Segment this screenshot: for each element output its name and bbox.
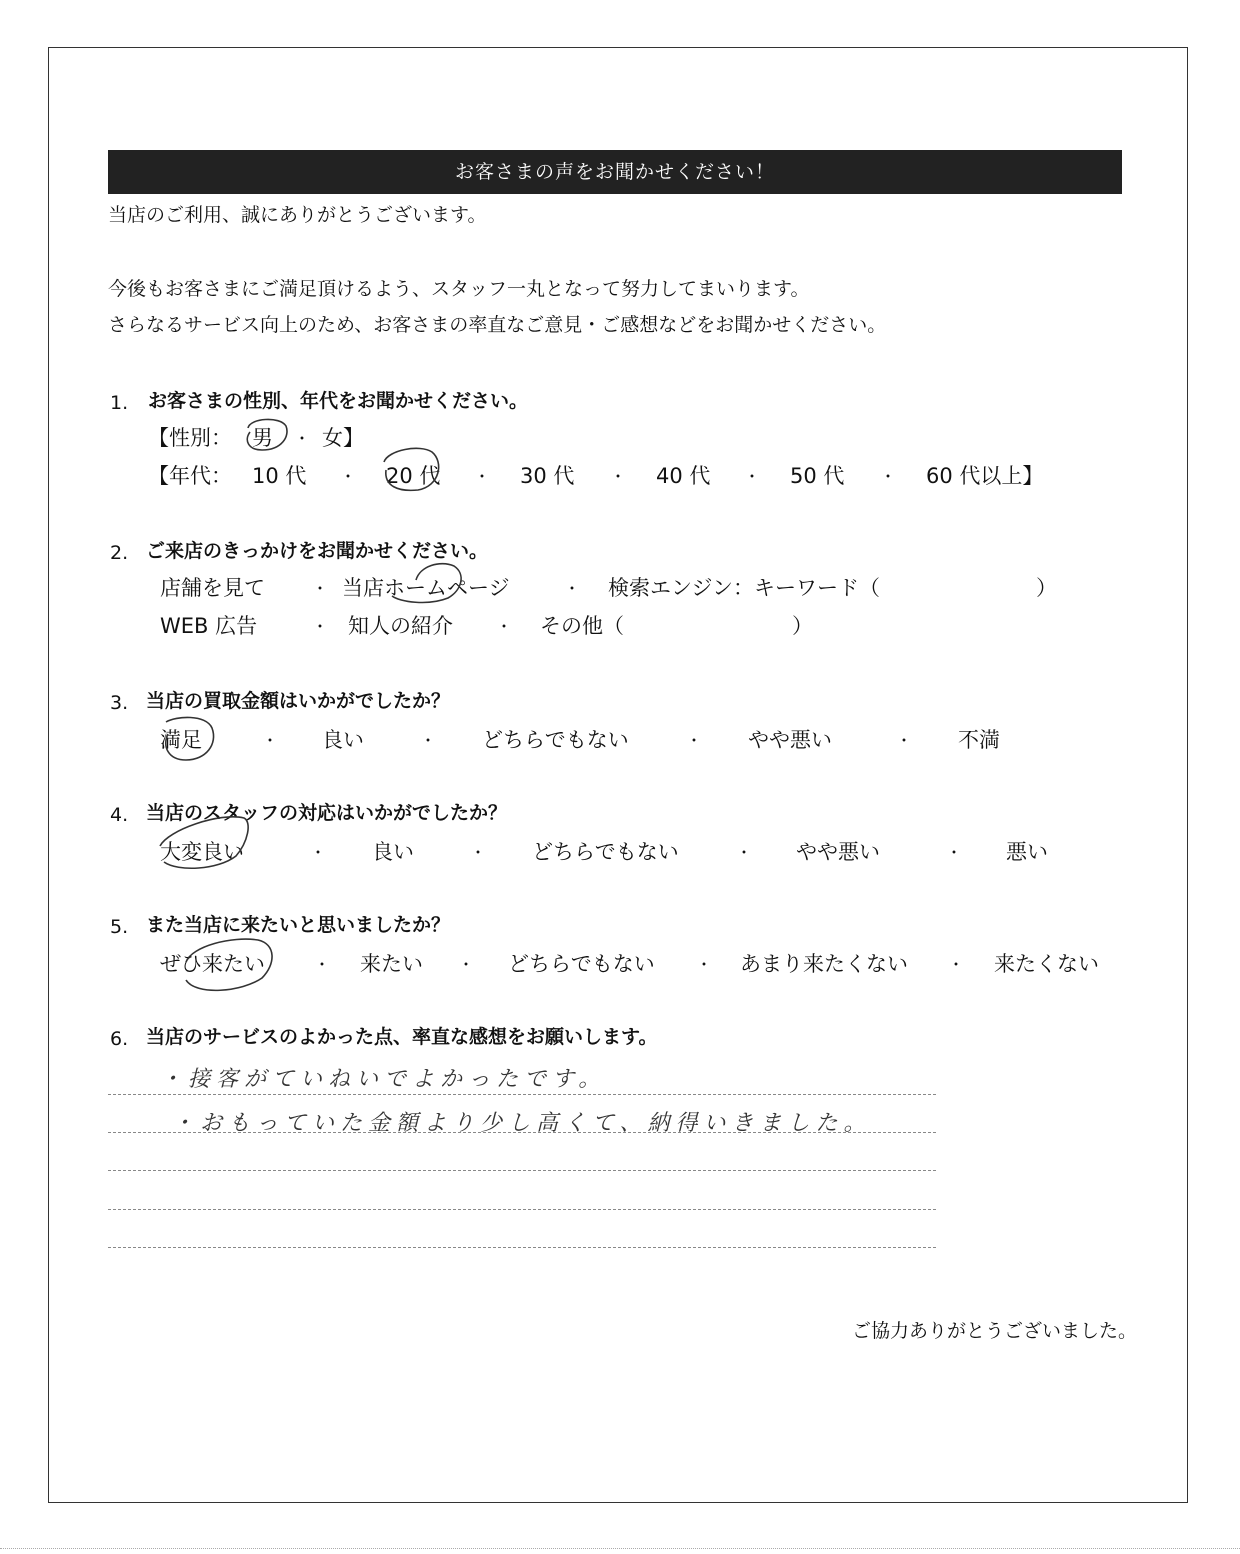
intro-line-2: 今後もお客さまにご満足頂けるよう、スタッフ一丸となって努力してまいります。	[108, 278, 810, 300]
q3-sep: ・	[420, 731, 437, 750]
q2-option[interactable]: 店舗を見て	[160, 576, 265, 600]
q5-option[interactable]: 来たくない	[994, 952, 1099, 976]
q6-question: 当店のサービスのよかった点、率直な感想をお願いします。	[146, 1026, 658, 1048]
q3-option[interactable]: どちらでもない	[482, 728, 629, 752]
q3-sep: ・	[262, 731, 279, 750]
q6-number: 6.	[110, 1028, 129, 1050]
q5-sep: ・	[314, 955, 331, 974]
closing-text: ご協力ありがとうございました。	[852, 1320, 1138, 1342]
q4-sep: ・	[946, 843, 963, 862]
q1-age-sep: ・	[340, 467, 357, 486]
q1-age-sep: ・	[474, 467, 491, 486]
intro-line-3: さらなるサービス向上のため、お客さまの率直なご意見・ご感想などをお聞かせください。	[108, 314, 887, 336]
q2-question: ご来店のきっかけをお聞かせください。	[146, 540, 489, 562]
q1-age-label: 【年代：	[148, 464, 232, 488]
q1-age-sep: ・	[744, 467, 761, 486]
q2-sep: ・	[312, 579, 329, 598]
q2-option[interactable]: 検索エンジン：キーワード（	[608, 576, 880, 600]
q4-sep: ・	[736, 843, 753, 862]
answer-line	[108, 1170, 936, 1171]
q2-option[interactable]: WEB 広告	[160, 614, 258, 638]
q5-option[interactable]: 来たい	[360, 952, 423, 976]
q3-option[interactable]: 良い	[322, 728, 364, 752]
q4-question: 当店のスタッフの対応はいかがでしたか？	[146, 802, 508, 824]
q5-question: また当店に来たいと思いましたか？	[146, 914, 451, 936]
q4-number: 4.	[110, 804, 129, 826]
q3-number: 3.	[110, 692, 129, 714]
q1-age-sep: ・	[610, 467, 627, 486]
answer-line	[108, 1132, 936, 1133]
q3-sep: ・	[896, 731, 913, 750]
q1-age-sep: ・	[880, 467, 897, 486]
q6-answer-line-2[interactable]: ・おもっていた金額より少し高くて、納得いきました。	[172, 1111, 872, 1136]
answer-line	[108, 1209, 936, 1210]
q1-age-option[interactable]: 30 代	[520, 464, 575, 488]
form-frame	[48, 47, 1188, 1503]
q2-option[interactable]: 当店ホームページ	[342, 576, 510, 600]
answer-line	[108, 1247, 936, 1248]
q5-option[interactable]: ぜひ来たい	[160, 952, 265, 976]
q4-option[interactable]: 大変良い	[160, 840, 244, 864]
q1-number: 1.	[110, 392, 129, 414]
q1-gender-male[interactable]: 男	[252, 426, 273, 450]
q2-sep: ・	[312, 617, 329, 636]
q1-gender-sep: ・	[294, 429, 311, 448]
q1-age-option[interactable]: 20 代	[386, 464, 441, 488]
q2-sep: ・	[496, 617, 513, 636]
q5-number: 5.	[110, 916, 129, 938]
scan-edge	[0, 1548, 1240, 1549]
q5-option[interactable]: あまり来たくない	[740, 952, 908, 976]
q6-answer-line-1[interactable]: ・接客がていねいでよかったです。	[160, 1067, 607, 1092]
q3-option[interactable]: 不満	[958, 728, 1000, 752]
q1-gender-female[interactable]: 女】	[322, 426, 364, 450]
q5-option[interactable]: どちらでもない	[508, 952, 655, 976]
q1-age-option[interactable]: 40 代	[656, 464, 711, 488]
q2-option[interactable]: その他（	[540, 614, 624, 638]
q1-age-option[interactable]: 60 代以上】	[926, 464, 1044, 488]
q3-question: 当店の買取金額はいかがでしたか？	[146, 690, 451, 712]
form-title: お客さまの声をお聞かせください！	[108, 150, 1122, 194]
q2-keyword-close: ）	[1036, 576, 1057, 600]
q3-sep: ・	[686, 731, 703, 750]
q5-sep: ・	[696, 955, 713, 974]
q2-sep: ・	[564, 579, 581, 598]
q1-age-option[interactable]: 50 代	[790, 464, 845, 488]
q5-sep: ・	[458, 955, 475, 974]
q2-option[interactable]: 知人の紹介	[348, 614, 453, 638]
q3-option[interactable]: 満足	[160, 728, 202, 752]
q4-sep: ・	[470, 843, 487, 862]
q1-age-option[interactable]: 10 代	[252, 464, 307, 488]
q1-question: お客さまの性別、年代をお聞かせください。	[148, 390, 529, 412]
q2-other-close: ）	[792, 614, 813, 638]
q4-sep: ・	[310, 843, 327, 862]
q3-option[interactable]: やや悪い	[748, 728, 832, 752]
q5-sep: ・	[948, 955, 965, 974]
q4-option[interactable]: やや悪い	[796, 840, 880, 864]
intro-line-1: 当店のご利用、誠にありがとうございます。	[108, 204, 487, 226]
q1-gender-label: 【性別：	[148, 426, 232, 450]
q4-option[interactable]: 悪い	[1006, 840, 1048, 864]
q4-option[interactable]: 良い	[372, 840, 414, 864]
q2-number: 2.	[110, 542, 129, 564]
answer-line	[108, 1094, 936, 1095]
q4-option[interactable]: どちらでもない	[532, 840, 679, 864]
